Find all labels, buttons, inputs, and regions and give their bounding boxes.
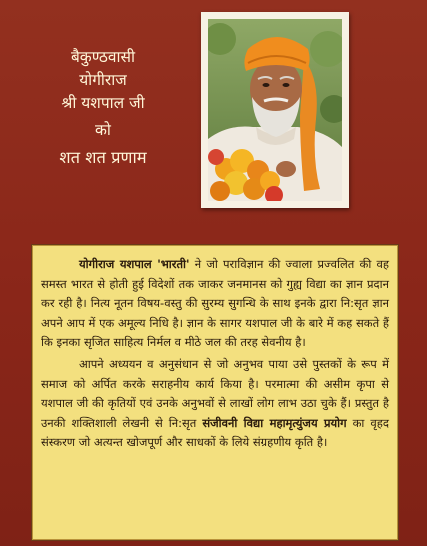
paragraph-1	[41, 255, 389, 353]
tribute-line-4: को	[95, 121, 111, 139]
paragraph-2-text-b: का वृहद संस्करण जो अत्यन्त खोजपूर्ण और साधकों के लिये संग्रहणीय कृति है।	[41, 415, 389, 450]
paragraph-2	[41, 355, 389, 453]
description-box	[31, 244, 399, 541]
description-text	[41, 255, 389, 453]
book-title-bold: संजीवनी विद्या महामृत्युंजय प्रयोग	[202, 415, 347, 430]
hand	[276, 161, 296, 177]
right-eye	[283, 83, 290, 87]
tribute-line-2: योगीराज	[79, 71, 127, 89]
paragraph-1-text: ने जो पराविज्ञान की ज्वाला प्रज्वलित की वह समस्त भारत से होती हुई विदेशों तक जाकर जनमानस को गुह्य विद्या का ज्ञान प्रदान कर रही है। नित्य नूतन विषय-वस्तु की सुरम्य सुगन्धि के साथ इनके द्वारा नि:सृत ज्ञान अपने आप में एक अमूल्य निधि है। ज्ञान के सागर यशपाल जी के बारे में कह सकते हैं कि इनका सृजित साहित्य निर्मल व मीठे जल की तरह सेवनीय है।	[41, 257, 389, 350]
author-photo	[208, 19, 342, 201]
author-name-bold: योगीराज यशपाल 'भारती'	[79, 257, 190, 271]
tribute-line-1: बैकुण्ठवासी	[70, 48, 136, 66]
left-eye	[263, 83, 270, 87]
tribute-line-5: शत शत प्रणाम	[59, 148, 147, 167]
portrait-illustration	[208, 19, 342, 201]
tribute-heading	[14, 46, 192, 169]
author-photo-frame	[201, 12, 349, 208]
paragraph-2-text-a: आपने अध्ययन व अनुसंधान से जो अनुभव पाया उसे पुस्तकों के रूप में समाज को अर्पित करके सराहनीय कार्य किया है। परमात्मा की असीम कृपा से यशपाल जी की कृतियों एवं उनके अनुभवों से लाखों लोग लाभ उठा चुके हैं। प्रस्तुत है उनकी शक्तिशाली लेखनी से नि:सृत	[41, 356, 389, 430]
tribute-line-3: श्री यशपाल जी	[61, 94, 145, 112]
